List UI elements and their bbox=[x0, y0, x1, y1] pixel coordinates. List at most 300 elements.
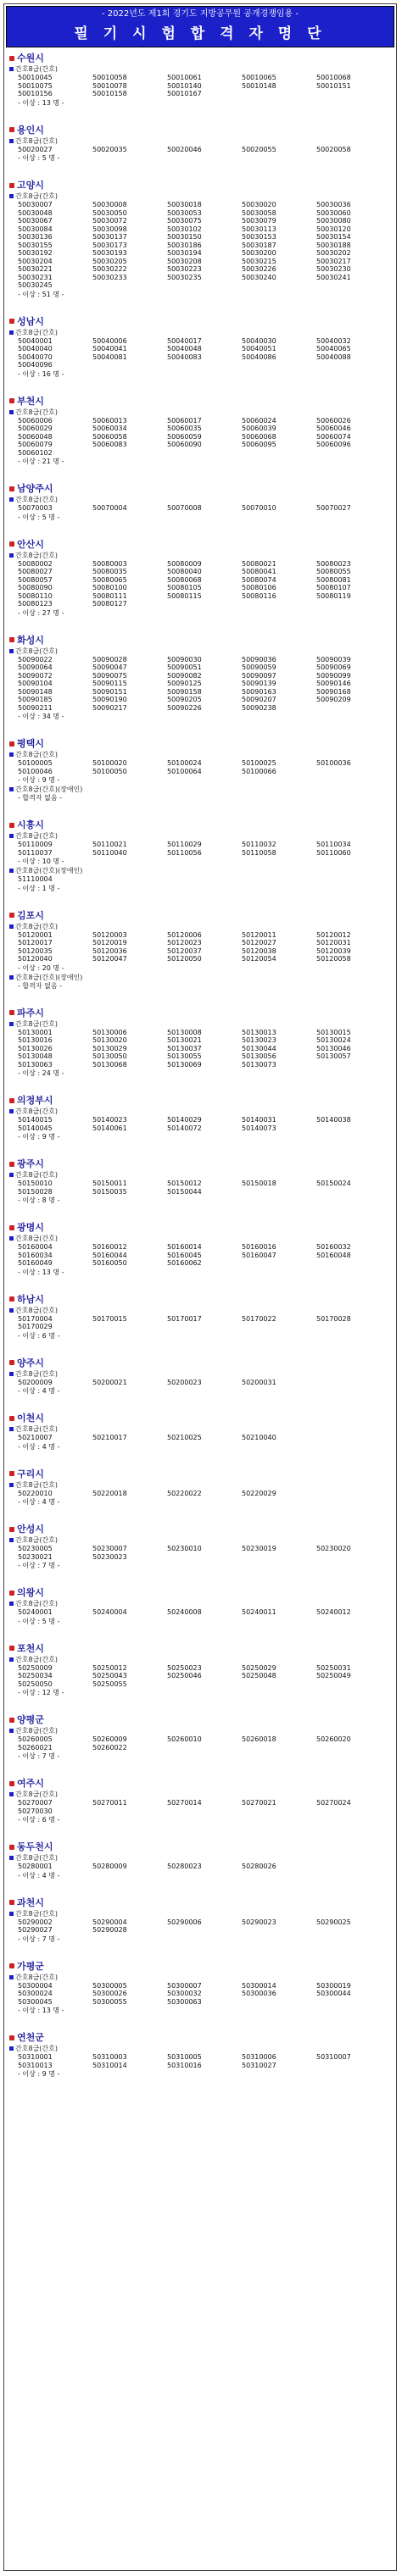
region-section bbox=[9, 1961, 391, 2016]
results-list bbox=[4, 49, 396, 2079]
candidate-number: 50010068 bbox=[316, 74, 351, 81]
exam-category-text: 간호8급(간호) bbox=[15, 192, 58, 200]
candidate-number: 50170022 bbox=[242, 1314, 276, 1323]
candidate-number: 50300045 bbox=[18, 1997, 53, 2006]
candidate-number: 50070010 bbox=[242, 504, 276, 512]
exam-category-label bbox=[9, 2044, 391, 2053]
candidate-number: 50250012 bbox=[92, 1663, 127, 1672]
candidate-number: 50170004 bbox=[18, 1314, 53, 1323]
candidate-number: 50060083 bbox=[92, 441, 127, 448]
candidate-number: 50010158 bbox=[92, 90, 127, 97]
exam-category-label bbox=[9, 785, 391, 794]
candidate-number: 50200009 bbox=[18, 1378, 53, 1386]
candidate-number: 50310001 bbox=[18, 2053, 53, 2061]
square-bullet-icon bbox=[9, 1729, 14, 1733]
exam-category-text: 간호8급(간호) bbox=[15, 1536, 58, 1544]
candidate-number: 50120017 bbox=[18, 939, 53, 947]
candidate-number: 50030204 bbox=[18, 257, 53, 265]
region-title bbox=[9, 910, 391, 921]
region-name: 김포시 bbox=[17, 909, 44, 921]
candidate-number: 50030137 bbox=[92, 233, 127, 241]
candidate-number: 50130046 bbox=[316, 1044, 351, 1052]
region-section bbox=[9, 1587, 391, 1626]
candidate-number: 50030173 bbox=[92, 241, 127, 249]
candidate-number: 50030235 bbox=[167, 273, 202, 281]
exam-category-label bbox=[9, 1973, 391, 1982]
candidate-number: 50270030 bbox=[18, 1807, 53, 1815]
square-bullet-icon bbox=[9, 67, 14, 71]
candidate-number: 50090115 bbox=[92, 680, 127, 687]
candidate-number: 50120058 bbox=[316, 955, 351, 963]
candidate-number: 50030226 bbox=[242, 265, 276, 273]
exam-category-text: 간호8급(간호) bbox=[15, 832, 58, 840]
candidate-number: 50230023 bbox=[92, 1552, 127, 1561]
candidate-number: 50080068 bbox=[167, 575, 202, 584]
region-title bbox=[9, 1468, 391, 1480]
candidate-number: 50030231 bbox=[18, 273, 53, 281]
candidate-number: 50130008 bbox=[167, 1028, 202, 1036]
candidate-number: 50030150 bbox=[167, 233, 202, 241]
candidate-number: 50030230 bbox=[316, 265, 351, 273]
candidate-number: 50110058 bbox=[242, 848, 276, 857]
region-name: 남양주시 bbox=[17, 483, 53, 494]
candidate-number-grid bbox=[9, 841, 391, 857]
bullet-icon bbox=[9, 1471, 14, 1476]
region-title bbox=[9, 1294, 391, 1305]
square-bullet-icon bbox=[9, 1657, 14, 1662]
candidate-number: 50030186 bbox=[167, 241, 202, 249]
passer-count: - 이상 : 20 명 - bbox=[18, 963, 64, 972]
candidate-number-grid bbox=[9, 1664, 391, 1689]
region-title bbox=[9, 635, 391, 646]
bullet-icon bbox=[9, 1098, 14, 1103]
passer-count: - 이상 : 7 명 - bbox=[18, 1935, 60, 1943]
candidate-number: 50030050 bbox=[92, 208, 127, 217]
exam-category-text: 간호8급(간호) bbox=[15, 551, 58, 559]
region-section bbox=[9, 1294, 391, 1341]
exam-category-label bbox=[9, 1535, 391, 1545]
candidate-number: 50090082 bbox=[167, 671, 202, 680]
candidate-number: 50250034 bbox=[18, 1672, 53, 1679]
square-bullet-icon bbox=[9, 194, 14, 198]
bullet-icon bbox=[9, 1360, 14, 1365]
candidate-number: 50080065 bbox=[92, 575, 127, 584]
candidate-number: 50040048 bbox=[167, 345, 202, 353]
exam-category-text: 간호8급(간호) bbox=[15, 496, 58, 503]
candidate-number: 50030215 bbox=[242, 257, 276, 265]
square-bullet-icon bbox=[9, 1022, 14, 1026]
candidate-number: 50120054 bbox=[242, 955, 276, 963]
exam-category-label bbox=[9, 973, 391, 982]
candidate-number: 50250009 bbox=[18, 1663, 53, 1672]
candidate-number: 50170015 bbox=[92, 1314, 127, 1323]
candidate-number: 50030080 bbox=[316, 217, 351, 225]
square-bullet-icon bbox=[9, 1483, 14, 1487]
candidate-number: 50290004 bbox=[92, 1918, 127, 1926]
candidate-number: 50130029 bbox=[92, 1044, 127, 1052]
passer-count: - 이상 : 7 명 - bbox=[18, 1752, 60, 1760]
candidate-number: 50140045 bbox=[18, 1124, 53, 1132]
candidate-number: 50020058 bbox=[316, 145, 351, 153]
candidate-number: 50090238 bbox=[242, 703, 276, 712]
exam-category-label bbox=[9, 1306, 391, 1315]
region-section bbox=[9, 1095, 391, 1141]
no-passers-note: - 합격자 없음 - bbox=[18, 981, 63, 990]
candidate-number: 50110032 bbox=[242, 841, 276, 848]
candidate-number: 50080115 bbox=[167, 591, 202, 600]
candidate-number: 50130037 bbox=[167, 1044, 202, 1052]
candidate-number: 50120012 bbox=[316, 930, 351, 939]
candidate-number: 50080107 bbox=[316, 584, 351, 591]
candidate-number: 50160004 bbox=[18, 1243, 53, 1251]
candidate-number: 50110056 bbox=[167, 848, 202, 857]
bullet-icon bbox=[9, 319, 14, 324]
bullet-icon bbox=[9, 486, 14, 491]
region-section bbox=[9, 819, 391, 893]
region-name: 동두천시 bbox=[17, 1841, 53, 1852]
exam-category-text: 간호8급(간호) bbox=[15, 1909, 58, 1918]
candidate-number: 50140015 bbox=[18, 1116, 53, 1124]
exam-category-text: 간호8급(간호) bbox=[15, 751, 58, 758]
candidate-number: 50240011 bbox=[242, 1608, 276, 1616]
candidate-number: 50030007 bbox=[18, 201, 53, 208]
region-title bbox=[9, 53, 391, 64]
candidate-number: 50130063 bbox=[18, 1060, 53, 1069]
candidate-number: 50110034 bbox=[316, 841, 351, 848]
square-bullet-icon bbox=[9, 1538, 14, 1542]
candidate-number: 50310016 bbox=[167, 2061, 202, 2069]
candidate-number: 50200021 bbox=[92, 1378, 127, 1386]
region-name: 수원시 bbox=[17, 53, 44, 64]
candidate-number-grid bbox=[9, 1982, 391, 2007]
candidate-number: 50270024 bbox=[316, 1799, 351, 1807]
bullet-icon bbox=[9, 1416, 14, 1421]
candidate-number-grid bbox=[9, 656, 391, 713]
candidate-number: 50290028 bbox=[92, 1926, 127, 1934]
candidate-number-grid bbox=[9, 1735, 391, 1752]
candidate-number: 50170017 bbox=[167, 1314, 202, 1323]
square-bullet-icon bbox=[9, 139, 14, 143]
region-name: 광명시 bbox=[17, 1222, 44, 1233]
candidate-number: 50090051 bbox=[167, 663, 202, 671]
candidate-number: 50120006 bbox=[167, 930, 202, 939]
region-title bbox=[9, 1778, 391, 1789]
candidate-number: 50090205 bbox=[167, 696, 202, 703]
candidate-number: 50220010 bbox=[18, 1489, 53, 1497]
candidate-number: 50060035 bbox=[167, 425, 202, 432]
candidate-number: 50130073 bbox=[242, 1060, 276, 1069]
exam-category-label bbox=[9, 1019, 391, 1029]
candidate-number: 50270014 bbox=[167, 1799, 202, 1807]
region-title bbox=[9, 539, 391, 550]
candidate-number: 50260018 bbox=[242, 1735, 276, 1743]
candidate-number: 50040051 bbox=[242, 345, 276, 353]
candidate-number: 50290006 bbox=[167, 1918, 202, 1926]
candidate-number-grid bbox=[9, 1799, 391, 1815]
candidate-number: 50140073 bbox=[242, 1124, 276, 1132]
candidate-number: 50080110 bbox=[18, 591, 53, 600]
candidate-number: 50160034 bbox=[18, 1251, 53, 1259]
region-section bbox=[9, 1524, 391, 1570]
candidate-number-grid bbox=[9, 74, 391, 98]
candidate-number: 50080119 bbox=[316, 591, 351, 600]
bullet-icon bbox=[9, 1527, 14, 1532]
candidate-number: 50230019 bbox=[242, 1545, 276, 1552]
candidate-number-grid bbox=[9, 504, 391, 513]
region-title bbox=[9, 396, 391, 407]
candidate-number-grid bbox=[9, 417, 391, 458]
candidate-number: 50150018 bbox=[242, 1180, 276, 1187]
candidate-number: 50080105 bbox=[167, 584, 202, 591]
candidate-number-grid bbox=[9, 1243, 391, 1268]
candidate-number: 50090217 bbox=[92, 703, 127, 712]
candidate-number: 50280023 bbox=[167, 1863, 202, 1870]
exam-category-text: 간호8급(간호) bbox=[15, 1480, 58, 1489]
region-title bbox=[9, 1587, 391, 1598]
region-section bbox=[9, 1158, 391, 1205]
candidate-number: 50090139 bbox=[242, 680, 276, 687]
candidate-number: 50070003 bbox=[18, 504, 53, 512]
region-section bbox=[9, 1008, 391, 1079]
candidate-number-grid bbox=[9, 2053, 391, 2069]
candidate-number-grid bbox=[9, 759, 391, 775]
candidate-number: 50250046 bbox=[167, 1672, 202, 1679]
passer-count: - 이상 : 4 명 - bbox=[18, 1498, 60, 1506]
candidate-number: 50080123 bbox=[18, 600, 53, 608]
candidate-number: 50120039 bbox=[316, 947, 351, 955]
candidate-number: 50240001 bbox=[18, 1608, 53, 1616]
candidate-number: 50080023 bbox=[316, 559, 351, 568]
candidate-number: 50290023 bbox=[242, 1918, 276, 1926]
candidate-number: 50080040 bbox=[167, 568, 202, 575]
square-bullet-icon bbox=[9, 834, 14, 838]
candidate-number: 50090047 bbox=[92, 663, 127, 671]
region-name: 시흥시 bbox=[17, 819, 44, 830]
region-section bbox=[9, 1413, 391, 1452]
region-title bbox=[9, 1413, 391, 1424]
bullet-icon bbox=[9, 1646, 14, 1651]
page-subtitle: - 2022년도 제1회 경기도 지방공무원 공개경쟁임용 - bbox=[102, 9, 299, 19]
candidate-number: 50250055 bbox=[92, 1679, 127, 1688]
candidate-number: 50300004 bbox=[18, 1981, 53, 1990]
candidate-number: 50090190 bbox=[92, 696, 127, 703]
candidate-number: 50250029 bbox=[242, 1663, 276, 1672]
candidate-number: 50100064 bbox=[167, 767, 202, 775]
passer-count: - 이상 : 1 명 - bbox=[18, 884, 60, 892]
candidate-number: 50290027 bbox=[18, 1926, 53, 1934]
candidate-number: 50160049 bbox=[18, 1259, 53, 1267]
candidate-number: 50310007 bbox=[316, 2053, 351, 2061]
passer-count: - 이상 : 34 명 - bbox=[18, 713, 64, 720]
candidate-number: 50090075 bbox=[92, 671, 127, 680]
exam-category-text: 간호8급(간호) bbox=[15, 1655, 58, 1663]
candidate-number: 50030018 bbox=[167, 201, 202, 208]
candidate-number: 50030193 bbox=[92, 249, 127, 257]
candidate-number: 50040017 bbox=[167, 336, 202, 345]
square-bullet-icon bbox=[9, 410, 14, 414]
candidate-number: 50040096 bbox=[18, 361, 53, 369]
region-section bbox=[9, 483, 391, 522]
candidate-number: 50130021 bbox=[167, 1036, 202, 1044]
candidate-number: 50100024 bbox=[167, 759, 202, 767]
candidate-number: 50080127 bbox=[92, 600, 127, 608]
candidate-number: 50120050 bbox=[167, 955, 202, 963]
candidate-number: 50130024 bbox=[316, 1036, 351, 1044]
region-name: 여주시 bbox=[17, 1778, 44, 1789]
square-bullet-icon bbox=[9, 649, 14, 653]
candidate-number: 50260005 bbox=[18, 1735, 53, 1743]
passer-count: - 이상 : 27 명 - bbox=[18, 608, 64, 617]
candidate-number: 50010156 bbox=[18, 90, 53, 97]
candidate-number: 50160062 bbox=[167, 1259, 202, 1267]
candidate-number: 50260022 bbox=[92, 1743, 127, 1752]
candidate-number-grid bbox=[9, 560, 391, 608]
exam-category-text: 간호8급(간호) bbox=[15, 2045, 58, 2052]
candidate-number: 50270021 bbox=[242, 1799, 276, 1807]
region-name: 의왕시 bbox=[17, 1587, 44, 1598]
candidate-number: 50090099 bbox=[316, 671, 351, 680]
candidate-number: 50060068 bbox=[242, 432, 276, 441]
region-title bbox=[9, 1524, 391, 1535]
candidate-number: 50060048 bbox=[18, 432, 53, 441]
region-section bbox=[9, 1222, 391, 1277]
region-section bbox=[9, 738, 391, 802]
region-section bbox=[9, 1841, 391, 1880]
bullet-icon bbox=[9, 127, 14, 132]
region-title bbox=[9, 1714, 391, 1725]
candidate-number: 50210040 bbox=[242, 1434, 276, 1441]
candidate-number: 50030020 bbox=[242, 201, 276, 208]
candidate-number: 50090022 bbox=[18, 655, 53, 663]
candidate-number: 50080002 bbox=[18, 559, 53, 568]
candidate-number: 50040086 bbox=[242, 353, 276, 361]
bullet-icon bbox=[9, 56, 14, 61]
candidate-number: 50010140 bbox=[167, 81, 202, 90]
candidate-number: 50300036 bbox=[242, 1990, 276, 1997]
candidate-number: 50120035 bbox=[18, 947, 53, 955]
candidate-number-grid bbox=[9, 931, 391, 963]
candidate-number: 50300007 bbox=[167, 1981, 202, 1990]
region-section bbox=[9, 910, 391, 991]
candidate-number: 50260009 bbox=[92, 1735, 127, 1743]
candidate-number: 50150010 bbox=[18, 1180, 53, 1187]
bullet-icon bbox=[9, 1718, 14, 1723]
candidate-number: 50220029 bbox=[242, 1489, 276, 1497]
candidate-number: 50030084 bbox=[18, 225, 53, 233]
candidate-number: 50140023 bbox=[92, 1116, 127, 1124]
candidate-number-grid bbox=[9, 1379, 391, 1387]
candidate-number: 50120003 bbox=[92, 930, 127, 939]
exam-category-label bbox=[9, 1107, 391, 1116]
candidate-number: 50020046 bbox=[167, 145, 202, 153]
passer-count: - 이상 : 5 명 - bbox=[18, 1617, 60, 1625]
bullet-icon bbox=[9, 823, 14, 828]
square-bullet-icon bbox=[9, 1856, 14, 1860]
exam-category-text: 간호8급(간호)(장애인) bbox=[15, 973, 83, 981]
exam-category-label bbox=[9, 866, 391, 875]
candidate-number: 50160032 bbox=[316, 1243, 351, 1251]
candidate-number-grid bbox=[9, 1029, 391, 1069]
candidate-number: 50040088 bbox=[316, 353, 351, 361]
candidate-number: 50090036 bbox=[242, 655, 276, 663]
candidate-number: 50130015 bbox=[316, 1028, 351, 1036]
candidate-number-grid bbox=[9, 1545, 391, 1561]
candidate-number: 50130006 bbox=[92, 1028, 127, 1036]
passer-count: - 이상 : 4 명 - bbox=[18, 1442, 60, 1451]
region-title bbox=[9, 1897, 391, 1908]
candidate-number: 50310027 bbox=[242, 2061, 276, 2069]
region-title bbox=[9, 819, 391, 830]
square-bullet-icon bbox=[9, 1912, 14, 1916]
candidate-number: 50140029 bbox=[167, 1116, 202, 1124]
candidate-number: 50140031 bbox=[242, 1116, 276, 1124]
candidate-number: 50090148 bbox=[18, 687, 53, 696]
candidate-number: 50080021 bbox=[242, 559, 276, 568]
candidate-number: 50090207 bbox=[242, 696, 276, 703]
candidate-number: 50030241 bbox=[316, 273, 351, 281]
candidate-number: 50060006 bbox=[18, 416, 53, 425]
candidate-number: 50280009 bbox=[92, 1863, 127, 1870]
region-name: 안산시 bbox=[17, 538, 44, 550]
exam-category-text: 간호8급(간호)(장애인) bbox=[15, 786, 83, 793]
candidate-number: 50030233 bbox=[92, 273, 127, 281]
region-name: 의정부시 bbox=[17, 1095, 53, 1106]
candidate-number: 50230010 bbox=[167, 1545, 202, 1552]
passer-count: - 이상 : 13 명 - bbox=[18, 1268, 64, 1276]
candidate-number: 50300005 bbox=[92, 1981, 127, 1990]
candidate-number: 50030153 bbox=[242, 233, 276, 241]
passer-count: - 이상 : 4 명 - bbox=[18, 1387, 60, 1395]
candidate-number: 50040041 bbox=[92, 345, 127, 353]
candidate-number: 50250050 bbox=[18, 1679, 53, 1688]
candidate-number: 50160047 bbox=[242, 1251, 276, 1259]
candidate-number: 50300063 bbox=[167, 1997, 202, 2006]
candidate-number: 50090209 bbox=[316, 696, 351, 703]
candidate-number: 50090163 bbox=[242, 687, 276, 696]
candidate-number: 50090168 bbox=[316, 687, 351, 696]
candidate-number: 50210025 bbox=[167, 1434, 202, 1441]
candidate-number: 50230020 bbox=[316, 1545, 351, 1552]
candidate-number: 50030053 bbox=[167, 208, 202, 217]
exam-category-text: 간호8급(간호) bbox=[15, 328, 58, 336]
candidate-number: 50130016 bbox=[18, 1036, 53, 1044]
region-section bbox=[9, 180, 391, 299]
exam-category-text: 간호8급(간호) bbox=[15, 1425, 58, 1433]
candidate-number: 50040030 bbox=[242, 336, 276, 345]
candidate-number: 50080055 bbox=[316, 568, 351, 575]
candidate-number: 50040006 bbox=[92, 336, 127, 345]
square-bullet-icon bbox=[9, 1173, 14, 1177]
bullet-icon bbox=[9, 2035, 14, 2040]
region-name: 성남시 bbox=[17, 315, 44, 327]
candidate-number: 50030154 bbox=[316, 233, 351, 241]
passer-count: - 이상 : 5 명 - bbox=[18, 154, 60, 162]
candidate-number: 50030060 bbox=[316, 208, 351, 217]
region-name: 가평군 bbox=[17, 1960, 44, 1972]
candidate-number: 50030102 bbox=[167, 225, 202, 233]
candidate-number: 50060034 bbox=[92, 425, 127, 432]
candidate-number: 50030048 bbox=[18, 208, 53, 217]
candidate-number: 50010045 bbox=[18, 74, 53, 81]
exam-category-text: 간호8급(간호) bbox=[15, 65, 58, 73]
candidate-number-grid bbox=[9, 146, 391, 154]
region-name: 고양시 bbox=[17, 180, 44, 191]
candidate-number: 50250049 bbox=[316, 1672, 351, 1679]
passer-count: - 이상 : 12 명 - bbox=[18, 1689, 64, 1696]
candidate-number: 50160045 bbox=[167, 1251, 202, 1259]
candidate-number: 50170029 bbox=[18, 1323, 53, 1330]
candidate-number: 50020035 bbox=[92, 145, 127, 153]
